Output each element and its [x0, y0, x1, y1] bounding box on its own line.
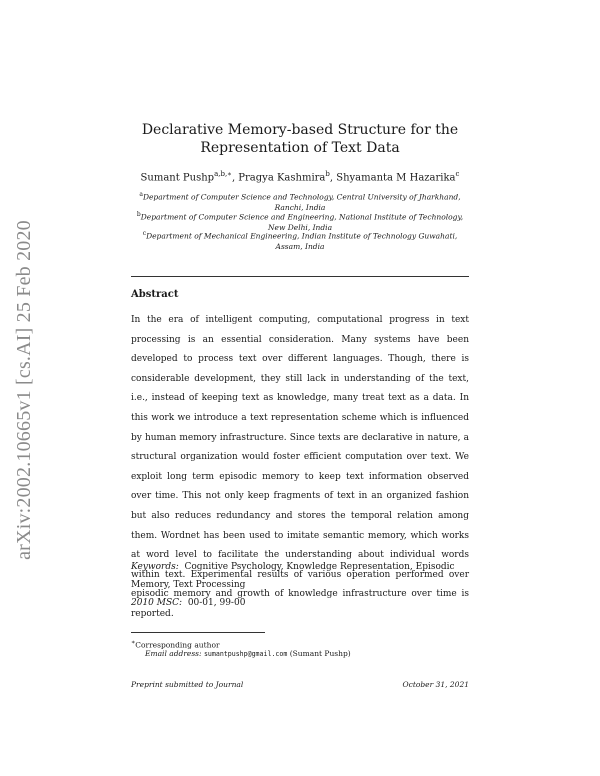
- footnote-corresponding-text: Corresponding author: [135, 640, 220, 650]
- footnote-email-address[interactable]: sumantpushp@gmail.com: [203, 650, 288, 658]
- keywords: [131, 558, 469, 594]
- keywords-text: Cognitive Psychology, Knowledge Representation, Episodic Memory, Text Processing: [131, 562, 455, 590]
- paper-title: [120, 121, 480, 157]
- msc-classification: [131, 594, 469, 612]
- author-name: Shyamanta M Hazarika: [336, 172, 456, 184]
- footer-date: October 31, 2021: [402, 680, 469, 689]
- footnote-email-label: Email address:: [145, 649, 202, 658]
- affiliation-marker: a: [139, 191, 143, 198]
- affiliation-text: Department of Computer Science and Technology, Central University of Jharkhand, Ranchi, India: [142, 192, 461, 212]
- title-line-2: Representation of Text Data: [200, 140, 400, 156]
- abstract-top-rule: [131, 276, 469, 277]
- footnote-rule: [131, 632, 265, 633]
- author-list: Sumant Pushp$^{a,b,∗}$, Pragya Kashmira$^b$, Shyamanta M Hazarika$^c$: [140, 170, 460, 184]
- affiliation: [130, 229, 470, 252]
- msc-label: 2010 MSC:: [131, 598, 183, 608]
- footnote-email: [145, 648, 351, 660]
- keywords-label: Keywords:: [131, 562, 179, 572]
- arxiv-identifier-stamp: arXiv:2002.10665v1 [cs.AI] 25 Feb 2020: [13, 220, 35, 560]
- msc-codes: 00-01, 99-00: [187, 598, 246, 608]
- affiliation-text: Department of Mechanical Engineering, Indian Institute of Technology Guwahati, Assam, India: [146, 231, 458, 251]
- page-footer: [131, 680, 469, 689]
- author-affil-marker: c: [455, 170, 460, 178]
- author-name: Pragya Kashmira: [238, 172, 326, 184]
- affiliation-marker: b: [136, 211, 141, 218]
- footer-preprint-note: Preprint submitted to Journal: [131, 680, 244, 689]
- affiliation-text: Department of Computer Science and Engineering, National Institute of Technology, New Delhi, India: [140, 212, 464, 232]
- affiliation-marker: c: [142, 230, 147, 237]
- footnote-corresponding: ∗Corresponding author: [131, 639, 220, 650]
- title-line-1: Declarative Memory-based Structure for the: [141, 122, 459, 138]
- abstract-body: In the era of intelligent computing, computational progress in text processing is an essential consideration. Many systems have been developed to process text over different languages. Though, there is considerable development, they still lack in understanding of the text, i.e., instead of keeping text as knowledge, many treat text as a data. In this work we introduce a text representation scheme which is influenced by human memory infrastructure. Since texts are declarative in nature, a structural organization would foster efficient computation over text. We exploit long term episodic memory to keep text information observed over time. This not only keep fragments of text in an organized fashion but also reduces redundancy and stores the temporal relation among them. Wordnet has been used to imitate semantic memory, which works at word level to facilitate the understanding about individual words within text. Experimental results of various operation performed over episodic memory and growth of knowledge infrastructure over time is reported.: [131, 315, 469, 619]
- footnote-email-name: (Sumant Pushp): [289, 649, 351, 658]
- author-name: Sumant Pushp: [140, 172, 215, 184]
- author-affil-marker: a,b,∗: [214, 170, 232, 178]
- abstract-heading: Abstract: [131, 289, 179, 300]
- author-affil-marker: b: [325, 170, 330, 178]
